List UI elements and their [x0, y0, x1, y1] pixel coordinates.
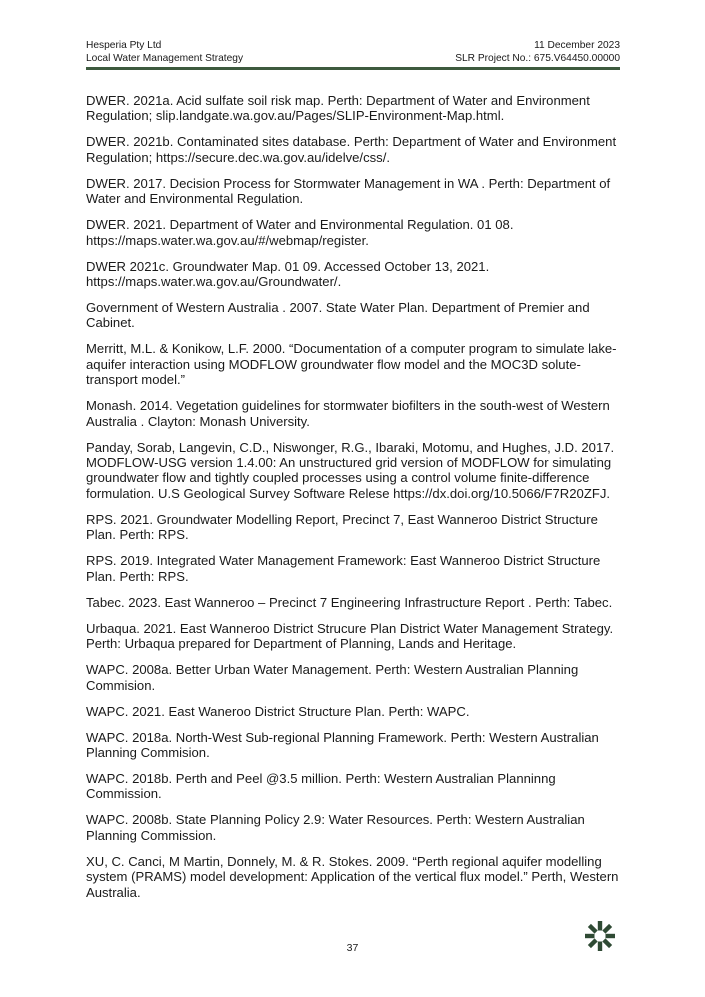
page-number: 37	[346, 942, 359, 954]
company-name: Hesperia Pty Ltd	[86, 40, 162, 51]
reference-item: WAPC. 2018a. North-West Sub-regional Planning Framework. Perth: Western Australian Planning Commision.	[86, 729, 599, 760]
logo-segment	[598, 942, 602, 952]
reference-item: Merritt, M.L. & Konikow, L.F. 2000. “Documentation of a computer program to simulate lake-aquifer interaction using MODFLOW groundwater flow model and the MOC3D solute-transport model.”	[86, 341, 617, 388]
reference-item: WAPC. 2008a. Better Urban Water Management. Perth: Western Australian Planning Commision.	[86, 662, 579, 693]
reference-item: DWER. 2021b. Contaminated sites database. Perth: Department of Water and Environment Regulation; https://secure.dec.wa.gov.au/idelve/css/.	[86, 134, 617, 165]
logo-segment	[602, 938, 612, 948]
logo-segment	[585, 934, 595, 938]
reference-item: DWER. 2021. Department of Water and Environmental Regulation. 01 08. https://maps.water.wa.gov.au/#/webmap/register.	[86, 217, 514, 248]
reference-item: Tabec. 2023. East Wanneroo – Precinct 7 Engineering Infrastructure Report . Perth: Tabec.	[86, 594, 613, 610]
slr-burst-logo-icon	[583, 919, 617, 953]
reference-item: Panday, Sorab, Langevin, C.D., Niswonger, R.G., Ibaraki, Motomu, and Hughes, J.D. 2017. MODFLOW-USG version 1.4.00: An unstructured grid version of MODFLOW for simulating groundwater flow and tightly coupled processes using a control volume finite-difference formulation. U.S Geological Survey Software Relese https://dx.doi.org/10.5066/F7R20ZFJ.	[86, 439, 615, 501]
logo-segment	[588, 924, 598, 934]
logo-segment	[606, 934, 616, 938]
header-right	[455, 39, 620, 65]
reference-item: Monash. 2014. Vegetation guidelines for stormwater biofilters in the south-west of Western Australia . Clayton: Monash University.	[86, 398, 610, 429]
reference-item: DWER. 2021a. Acid sulfate soil risk map. Perth: Department of Water and Environment Regulation; slip.landgate.wa.gov.au/Pages/SLIP-Environment-Map.html.	[86, 93, 590, 124]
document-title: Local Water Management Strategy	[86, 53, 244, 64]
project-number: SLR Project No.: 675.V64450.00000	[455, 53, 620, 64]
logo-segment	[588, 938, 598, 948]
reference-item: DWER 2021c. Groundwater Map. 01 09. Accessed October 13, 2021. https://maps.water.wa.gov.au/Groundwater/.	[86, 258, 490, 290]
reference-item: RPS. 2019. Integrated Water Management Framework: East Wanneroo District Structure Plan. Perth: RPS.	[86, 553, 601, 584]
reference-list	[86, 93, 620, 911]
reference-item: RPS. 2021. Groundwater Modelling Report, Precinct 7, East Wanneroo District Structure Plan. Perth: RPS.	[86, 511, 598, 543]
reference-item: Urbaqua. 2021. East Wanneroo District Strucure Plan District Water Management Strategy. Perth: Urbaqua prepared for Department of Planning, Lands and Heritage.	[86, 620, 614, 652]
header-divider	[86, 67, 620, 70]
reference-item: DWER. 2017. Decision Process for Stormwater Management in WA . Perth: Department of Water and Environmental Regulation.	[86, 175, 611, 207]
page-header	[86, 39, 620, 67]
logo-segment	[598, 921, 602, 931]
reference-item: WAPC. 2021. East Waneroo District Structure Plan. Perth: WAPC.	[86, 703, 470, 719]
logo-segment	[602, 924, 612, 934]
reference-item: WAPC. 2018b. Perth and Peel @3.5 million. Perth: Western Australian Planninng Commission.	[86, 770, 556, 802]
reference-item: XU, C. Canci, M Martin, Donnely, M. & R. Stokes. 2009. “Perth regional aquifer modelling system (PRAMS) model development: Application of the vertical flux model.” Perth, Western Australia.	[86, 853, 619, 900]
reference-item: Government of Western Australia . 2007. State Water Plan. Department of Premier and Cabinet.	[86, 300, 590, 331]
reference-item: WAPC. 2008b. State Planning Policy 2.9: Water Resources. Perth: Western Australian Planning Commission.	[86, 812, 585, 843]
header-left	[86, 39, 243, 65]
document-date: 11 December 2023	[534, 40, 620, 51]
